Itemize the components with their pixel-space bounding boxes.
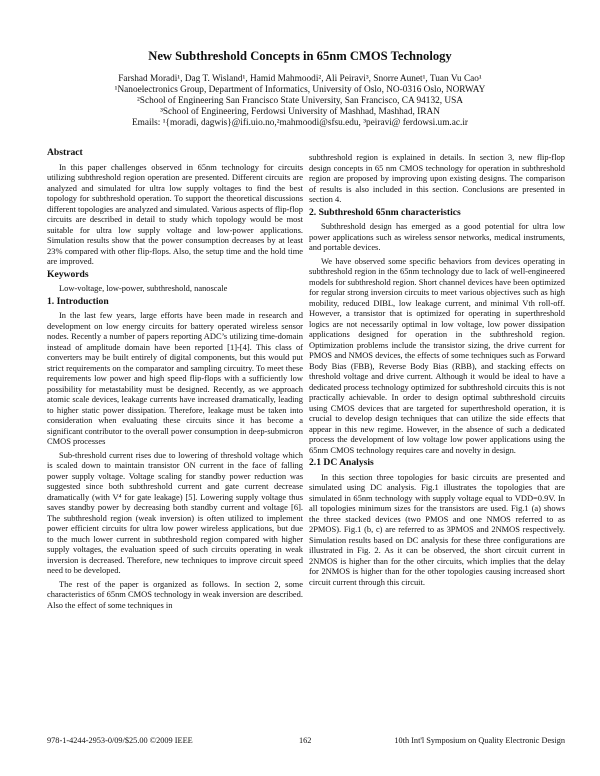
introduction-heading: 1. Introduction — [47, 295, 109, 307]
affiliation-3: ³School of Engineering, Ferdowsi University of Mashhad, Mashhad, IRAN — [160, 106, 440, 117]
footer-isbn: 978-1-4244-2953-0/09/$25.00 ©2009 IEEE — [47, 736, 193, 745]
affiliation-1: ¹Nanoelectronics Group, Department of Informatics, University of Oslo, NO-0316 Oslo, NORWAY — [114, 84, 486, 95]
keywords-heading: Keywords — [47, 268, 89, 280]
paper-title: New Subthreshold Concepts in 65nm CMOS Technology — [148, 49, 452, 63]
author-emails: Emails: ¹{moradi, dagwis}@ifi.uio.no,²mahmoodi@sfsu.edu, ³peiravi@ ferdowsi.um.ac.ir — [131, 117, 469, 128]
section-2-heading: 2. Subthreshold 65nm characteristics — [309, 206, 461, 218]
author-block — [30, 74, 570, 129]
footer-venue: 10th Int'l Symposium on Quality Electronic Design — [394, 736, 565, 745]
introduction-paragraph: The rest of the paper is organized as follows. In section 2, some characteristics of 65nm CMOS technology in weak inversion are described. Also the effect of some techniques in — [47, 578, 303, 610]
page-number: 162 — [299, 736, 312, 745]
introduction-continued: subthreshold region is explained in details. In section 3, new flip-flop design concepts in 65 nm CMOS technology for operation in subthreshold region are proposed by improving upon existing designs. The comparison of results is also included in this section. Conclusions are presented in section 4. — [309, 152, 565, 204]
keywords-text: Low-voltage, low-power, subthreshold, nanoscale — [59, 283, 228, 293]
section-2-paragraph: We have observed some specific behaviors from devices operating in subthreshold region in the 65nm technology due to lack of well-engineered models for subthreshold region. Short channel devices have been optimized for regular strong inversion circuits to meet various objectives such as high mobility, reduced DIBL, low leakage current, and minimal Vth roll-off. However, a transistor that is optimized for operating in superthreshold logics are not necessarily optimal in low voltage, low power dissipation applications designed for operation in the subthreshold region. Optimization problems include the transistor sizing, the drive current for PMOS and NMOS devices, the effects of some techniques such as Forward Body Bias (FBB), Reverse Body Bias (RBB), and stacking effects on threshold voltage and drive current. Although it would be ideal to have a dedicated process technology optimized for subthreshold circuits this is not practically achievable. In order to design optimal subthreshold circuits using CMOS devices that are targeted for superthreshold operation, it is crucial to develop design techniques that can utilize the side effects that appear in this new regime. However, in the absence of such a dedicated process the development of low voltage low power applications using the 65nm CMOS technology requires care and novelty in design. — [309, 255, 565, 455]
introduction-paragraph: In the last few years, large efforts have been made in research and development on low energy circuits for battery operated wireless sensor nodes. Recently a number of papers reporting ADC’s utilizing time-domain instead of amplitude domain have been reported [1]-[4]. This class of converters may be built entirely of digital components, but this would put strict requirements on the comparator and sampling circuitry. To meet these requirements low power and high speed flip-flops with a sufficiently low possibility for metastability must be designed. Recently, as we approach atomic scale devices, leakage currents have increased dramatically, leading to higher static power dissipation. Therefore, leakage must be taken into consideration when evaluating these circuits since it has become a significant contributor to the overall power consumption in deep-submicron CMOS processes — [47, 310, 303, 446]
author-list: Farshad Moradi¹, Dag T. Wisland¹, Hamid Mahmoodi², Ali Peiravi³, Snorre Aunet¹, Tuan Vu Cao¹ — [118, 74, 482, 84]
abstract-text: In this paper challenges observed in 65nm technology for circuits utilizing subthreshold region operation are presented. Different circuits are analyzed and simulated for ultra low supply voltages to find the best topology for subthreshold operation. To support the theoretical discussions different topologies are analyzed and simulated. Various aspects of flip-flop circuits are described in detail to study which topology would be most suitable for ultra low supply voltage and low-power applications. Simulation results show that the power consumption decreases by at least 23% compared with other flip-flops. Also, the setup time and the hold time are improved. — [47, 161, 303, 266]
section-2-paragraph: Subthreshold design has emerged as a good potential for ultra low power applications such as wireless sensor networks, medical instruments, and portable devices. — [309, 221, 565, 252]
section-2-1-heading: 2.1 DC Analysis — [309, 457, 374, 468]
introduction-paragraph: Sub-threshold current rises due to lowering of threshold voltage which is scaled down to maintain transistor ON current in the face of falling power supply voltage. Voltage scaling for standby power reduction was suggested since both subthreshold current and gate current decrease dramatically (with V⁴ for gate leakage) [5]. Lowering supply voltage thus saves standby power by decreasing both standby current and voltage [6]. The subthreshold region (weak inversion) is often utilized to implement power efficient circuits for ultra low power wireless applications, but due to the much lower current in subthreshold region compared with higher supply voltages, the evaluation speed of such circuits operating in weak inversion is decreased. Therefore, new techniques to improve circuit speed need to be developed. — [47, 449, 303, 575]
left-column — [47, 148, 303, 613]
abstract-heading: Abstract — [47, 147, 83, 158]
affiliation-2: ²School of Engineering San Francisco State University, San Francisco, CA 94132, USA — [137, 95, 463, 106]
right-column — [309, 152, 565, 590]
section-2-1-paragraph: In this section three topologies for basic circuits are presented and simulated using DC analysis. Fig.1 illustrates the topologies that are simulated in 65nm technology with supply voltage equal to VDD=0.9V. In all topologies minimum sizes for the transistors are used. Fig.1 (a) shows the three stacked devices (two PMOS and one NMOS referred to as 2PMOS). Fig.1 (b, c) are referred to as 3PMOS and 2NMOS respectively. Simulation results based on DC analysis for these three configurations are illustrated in Fig. 2. As it can be observed, the short circuit current in 2NMOS is higher than for the other circuits, which implies that the delay for 2NMOS is higher than for the other topologies causing increased short circuit current through this circuit. — [309, 471, 565, 587]
